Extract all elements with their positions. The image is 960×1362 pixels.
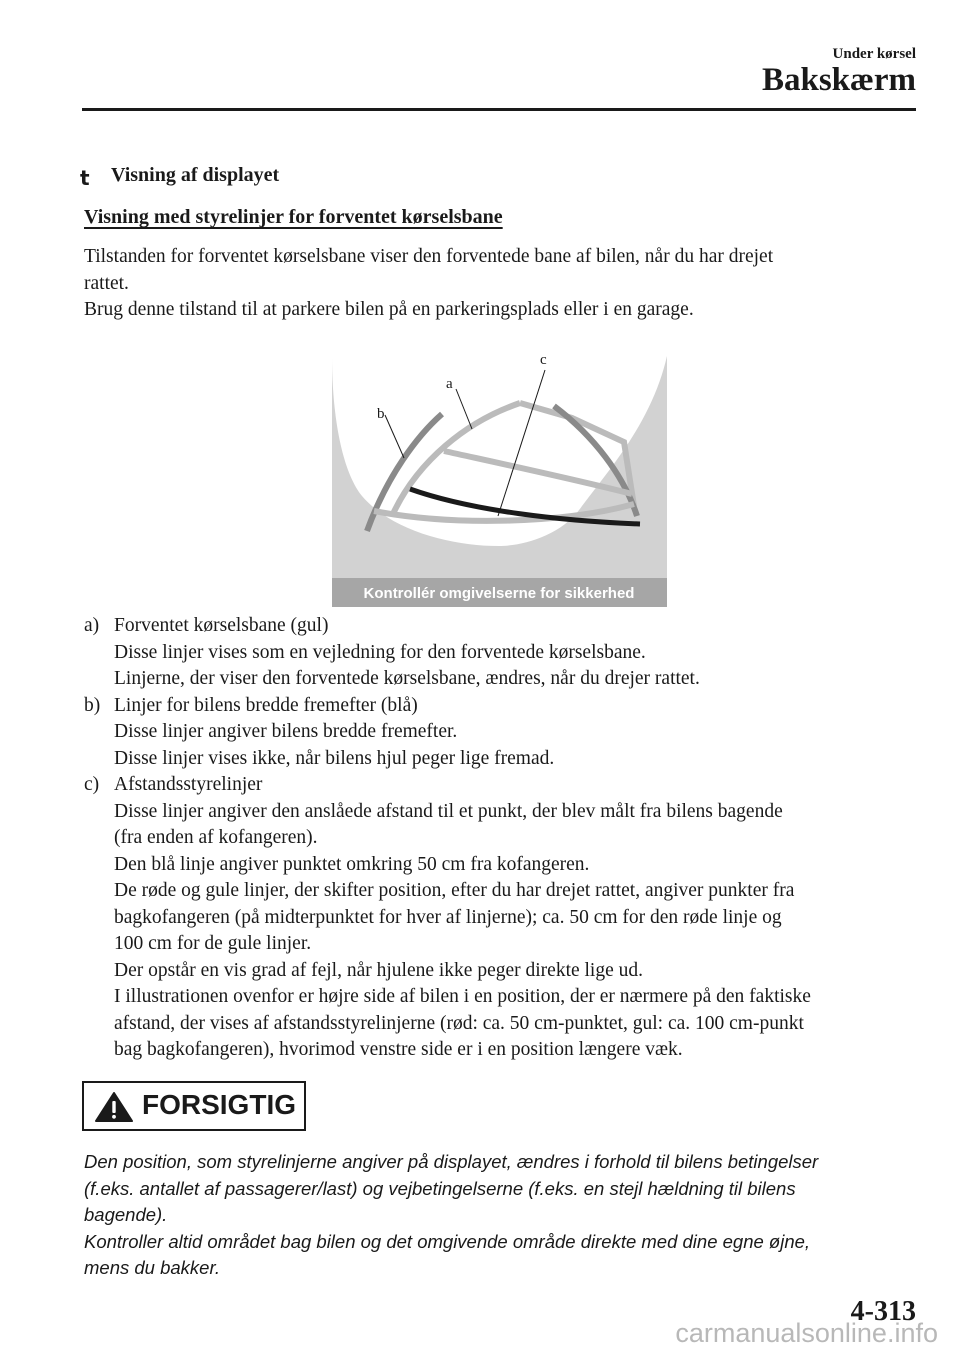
caution-line: bagende). <box>84 1204 168 1225</box>
figure-label-c: c <box>540 352 547 368</box>
item-line: Der opstår en vis grad af fejl, når hjulene ikke peger direkte lige ud. <box>114 959 644 981</box>
caution-line: (f.eks. antallet af passagerer/last) og vejbetingelserne (f.eks. en stejl hældning til bilens <box>84 1177 796 1199</box>
item-line: Disse linjer vises ikke, når bilens hjul peger lige fremad. <box>114 747 555 769</box>
item-line: bagkofangeren (på midterpunktet for hver af linjerne); ca. 50 cm for den røde linje og <box>114 906 782 928</box>
item-line: Disse linjer vises som en vejledning for den forventede kørselsbane. <box>114 641 646 663</box>
caution-line: Den position, som styrelinjerne angiver på displayet, ændres i forhold til bilens betingelser <box>84 1151 819 1172</box>
item-line: Linjerne, der viser den forventede kørselsbane, ændres, når du drejer rattet. <box>114 668 700 689</box>
item-line: bag bagkofangeren), hvorimod venstre side er i en position længere væk. <box>114 1039 683 1060</box>
item-line: afstand, der vises af afstandsstyrelinjerne (rød: ca. 50 cm-punktet, gul: ca. 100 cm-punkt <box>114 1012 804 1034</box>
item-line: Disse linjer angiver den anslåede afstand til et punkt, der blev målt fra bilens bagende <box>114 800 783 822</box>
item-line: (fra enden af kofangeren). <box>114 827 318 848</box>
header-rule <box>82 108 916 111</box>
watermark: carmanualsonline.info <box>675 1318 938 1348</box>
rear-camera-display-figure <box>332 326 667 607</box>
item-key: b) <box>84 694 101 716</box>
camera-guide-lines-illustration <box>332 326 667 607</box>
figure-label-b: b <box>377 406 385 422</box>
intro-line: rattet. <box>84 272 129 294</box>
figure-caption: Kontrollér omgivelserne for sikkerhed <box>363 585 635 602</box>
item-heading: Afstandsstyrelinjer <box>114 774 263 795</box>
item-line: 100 cm for de gule linjer. <box>114 933 312 954</box>
intro-paragraph <box>84 244 904 324</box>
item-key: c) <box>84 774 100 795</box>
subsection-title: Visning med styrelinjer for forventet kørselsbane <box>84 206 503 228</box>
list-item <box>84 693 924 720</box>
item-line: Disse linjer angiver bilens bredde fremefter. <box>114 721 458 742</box>
caution-label: FORSIGTIG <box>142 1089 296 1120</box>
intro-line: Tilstanden for forventet kørselsbane viser den forventede bane af bilen, når du har drejet <box>84 246 774 267</box>
list-item <box>84 613 924 640</box>
section-title: Visning af displayet <box>111 164 280 186</box>
caution-text <box>84 1149 914 1282</box>
intro-line: Brug denne tilstand til at parkere bilen på en parkeringsplads eller i en garage. <box>84 299 694 320</box>
caution-line: mens du bakker. <box>84 1257 221 1278</box>
item-line: Den blå linje angiver punktet omkring 50 cm fra kofangeren. <box>114 853 590 875</box>
warning-triangle-icon <box>94 1091 134 1123</box>
section-bullet-icon: t <box>80 166 90 190</box>
item-line: De røde og gule linjer, der skifter position, efter du har drejet rattet, angiver punkter fra <box>114 880 795 901</box>
list-item <box>84 772 924 799</box>
caution-box <box>82 1081 306 1131</box>
figure-label-a: a <box>446 376 453 392</box>
legend-list <box>84 613 924 1064</box>
page-title: Bakskærm <box>761 62 916 98</box>
header-section: Under kørsel <box>832 46 916 62</box>
item-heading: Forventet kørselsbane (gul) <box>114 615 329 636</box>
item-key: a) <box>84 615 100 636</box>
page-number: 4-313 <box>850 1296 916 1327</box>
item-heading: Linjer for bilens bredde fremefter (blå) <box>114 694 418 716</box>
item-line: I illustrationen ovenfor er højre side af bilen i en position, der er nærmere på den faktiske <box>114 986 811 1007</box>
caution-line: Kontroller altid området bag bilen og det omgivende område direkte med dine egne øjne, <box>84 1230 811 1252</box>
